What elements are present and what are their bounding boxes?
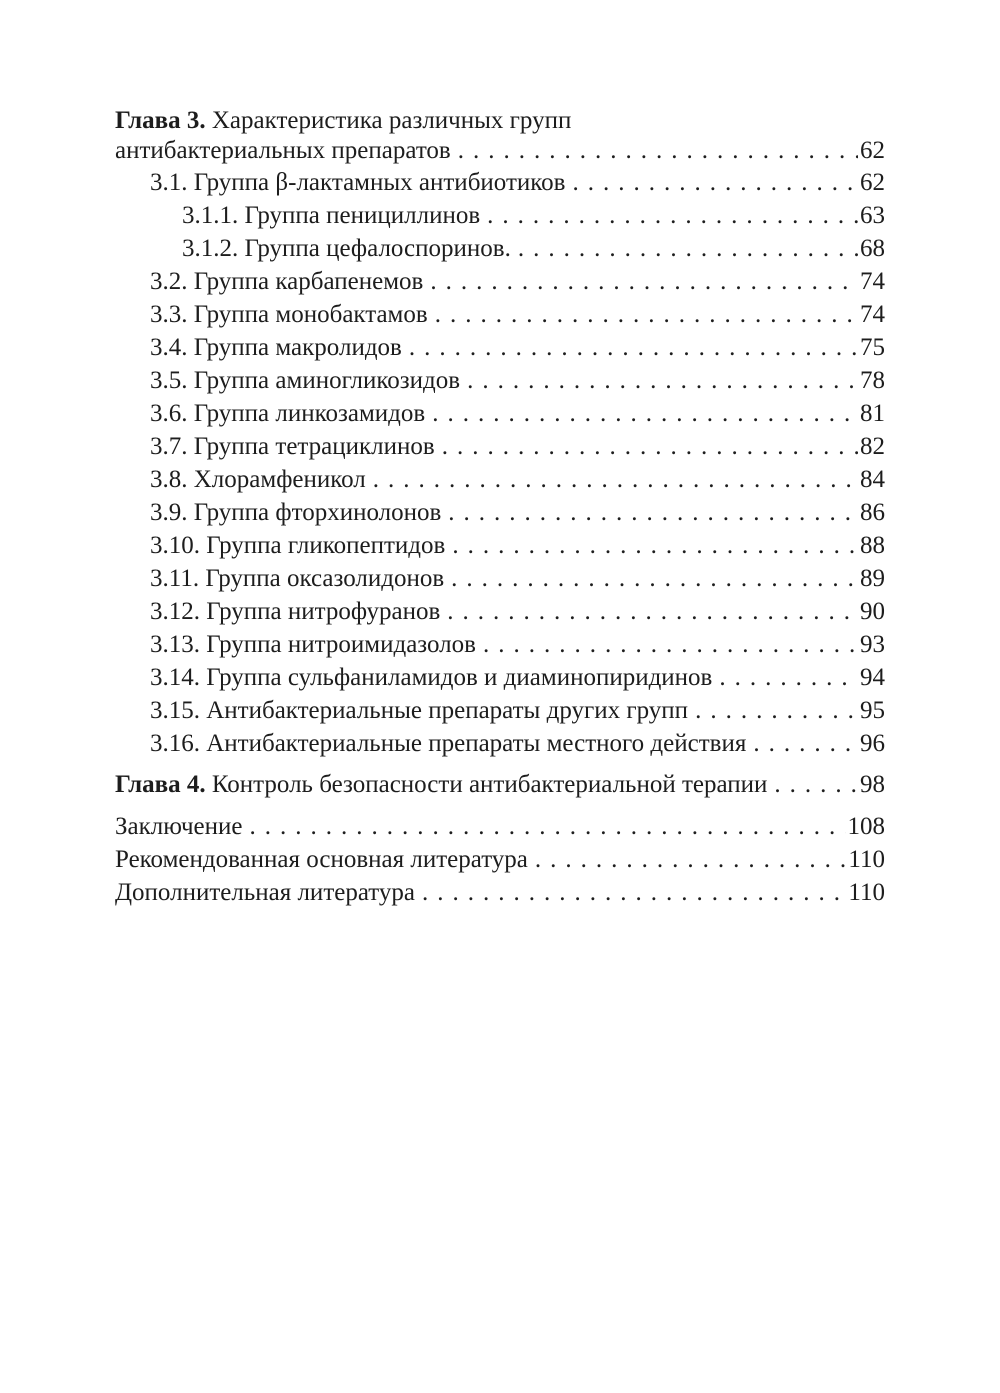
toc-entry [115,843,885,876]
dot-leader [487,199,858,232]
dot-leader [422,876,846,909]
toc-entry-text: Характеристика различных групп [211,107,572,134]
toc-entry-title [150,397,425,430]
dot-leader [572,166,858,199]
dot-leader [774,768,858,801]
toc-entry-text: Контроль безопасности антибактериальной терапии [211,771,768,798]
dot-leader [435,298,858,331]
toc-entry-title [150,364,460,397]
toc-entry [115,768,885,801]
toc-entry-text: Рекомендованная основная литература [115,846,528,873]
toc-entry-text: 3.5. Группа аминогликозидов [150,367,461,394]
toc-entry [115,364,885,397]
toc-entry-title [150,298,428,331]
toc-entry-text: 3.1.1. Группа пенициллинов [182,202,481,229]
toc-page-number: 78 [860,367,885,394]
toc-entry-title [115,810,243,843]
toc-entry-title [150,430,435,463]
toc-page-number: 62 [860,169,885,196]
toc-entry [115,876,885,909]
toc-entry-line1 [115,106,885,136]
toc-page-number: 86 [860,499,885,526]
toc-entry-title [182,199,480,232]
dot-leader [518,232,858,265]
toc-entry-text: 3.8. Хлорамфеникол [150,466,366,493]
toc-entry-title [150,265,423,298]
toc-entry-text: 3.6. Группа линкозамидов [150,400,426,427]
toc-entry-title [150,529,445,562]
toc-page-number: 90 [860,598,885,625]
toc-entry-title [150,166,565,199]
dot-leader [409,331,858,364]
toc-entry [115,199,885,232]
toc-entry-text: антибактериальных препаратов [115,137,451,164]
dot-leader [483,628,858,661]
toc-entry-text: 3.1.2. Группа цефалоспоринов. [182,235,511,262]
toc-page-number: 95 [860,697,885,724]
toc-entry-text: 3.3. Группа монобактамов [150,301,428,328]
dot-leader [451,562,858,595]
toc-entry-text: 3.7. Группа тетрациклинов [150,433,435,460]
chapter-label: Глава 4. [115,771,206,798]
toc-entry-text: 3.9. Группа фторхинолонов [150,499,442,526]
toc-page-number: 93 [860,631,885,658]
toc-page-number: 88 [860,532,885,559]
table-of-contents [115,106,885,909]
toc-entry-title [115,843,528,876]
toc-entry [115,331,885,364]
toc-entry-title [115,768,767,801]
toc-entry [115,562,885,595]
dot-leader [442,430,858,463]
toc-page-number: 96 [860,730,885,757]
toc-entry-text: 3.1. Группа β-лактамных антибиотиков [150,169,566,196]
toc-entry-title [150,595,440,628]
toc-entry [115,595,885,628]
toc-page-number: 82 [860,433,885,460]
toc-entry [115,529,885,562]
toc-page-number: 94 [860,664,885,691]
toc-entry-title [182,232,511,265]
toc-entry [115,166,885,199]
toc-page-number: 89 [860,565,885,592]
toc-entry [115,397,885,430]
toc-entry [115,265,885,298]
toc-page-number: 74 [860,301,885,328]
toc-entry-text: 3.15. Антибактериальные препараты других групп [150,697,689,724]
toc-entry [115,661,885,694]
dot-leader [458,136,858,166]
toc-page-number: 98 [860,771,885,798]
toc-entry [115,430,885,463]
dot-leader [250,810,846,843]
toc-entry-text: 3.16. Антибактериальные препараты местного действия [150,730,747,757]
toc-entry-text: 3.4. Группа макролидов [150,334,402,361]
toc-entry-title [150,694,688,727]
dot-leader [432,397,858,430]
toc-entry-title [115,136,451,166]
dot-leader [448,496,858,529]
toc-entry-title [150,496,441,529]
toc-page-number: 62 [860,137,885,164]
toc-page-number: 81 [860,400,885,427]
chapter-label: Глава 3. [115,107,206,134]
toc-entry-text: 3.14. Группа сульфаниламидов и диаминопиридинов [150,664,713,691]
dot-leader [753,727,858,760]
toc-page-number: 110 [848,846,885,873]
toc-entry-title [150,628,476,661]
toc-entry-text: 3.2. Группа карбапенемов [150,268,424,295]
toc-entry-line2 [115,136,885,166]
toc-entry-text: 3.12. Группа нитрофуранов [150,598,441,625]
toc-entry [115,106,885,166]
toc-entry [115,298,885,331]
toc-entry [115,463,885,496]
dot-leader [373,463,858,496]
toc-entry-title [150,463,366,496]
toc-page-number: 108 [847,813,885,840]
toc-entry-title [150,562,444,595]
toc-entry [115,628,885,661]
toc-entry-title [115,876,415,909]
toc-entry [115,810,885,843]
toc-entry-text: Дополнительная литература [115,879,415,906]
toc-page-number: 68 [860,235,885,262]
toc-page-number: 84 [860,466,885,493]
dot-leader [467,364,858,397]
toc-entry-title [115,107,571,134]
toc-page-number: 110 [848,879,885,906]
toc-page-number: 63 [860,202,885,229]
toc-entry-text: 3.13. Группа нитроимидазолов [150,631,476,658]
toc-entry [115,694,885,727]
dot-leader [430,265,858,298]
dot-leader [719,661,858,694]
dot-leader [695,694,858,727]
toc-entry-title [150,661,712,694]
toc-entry [115,232,885,265]
toc-entry [115,727,885,760]
toc-entry [115,496,885,529]
toc-page-number: 74 [860,268,885,295]
toc-entry-title [150,727,746,760]
dot-leader [452,529,858,562]
dot-leader [535,843,847,876]
toc-entry-text: Заключение [115,813,243,840]
toc-entry-text: 3.11. Группа оксазолидонов [150,565,445,592]
dot-leader [447,595,858,628]
toc-entry-title [150,331,402,364]
toc-page-number: 75 [860,334,885,361]
toc-entry-text: 3.10. Группа гликопептидов [150,532,446,559]
